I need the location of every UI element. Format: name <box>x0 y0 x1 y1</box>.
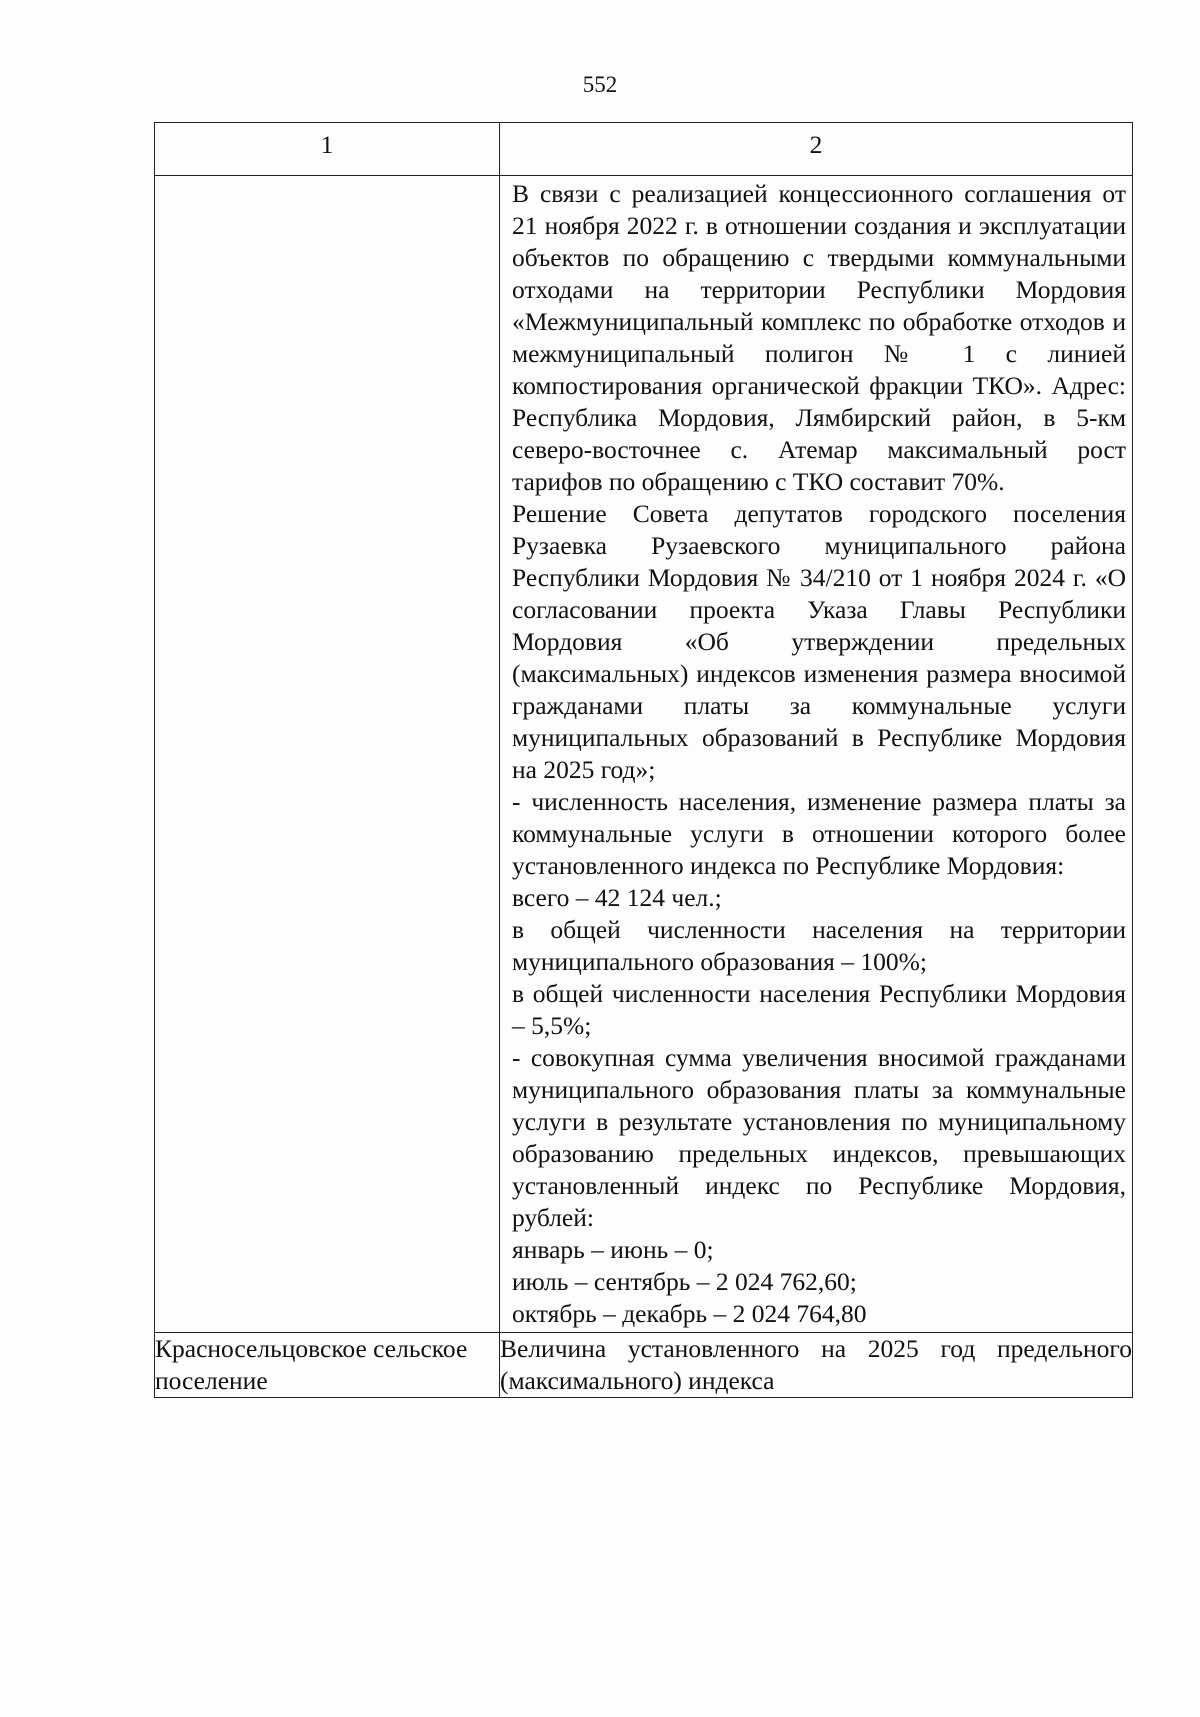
row1-left-cell <box>155 176 500 1333</box>
column-header-1: 1 <box>155 123 500 176</box>
decision-paragraph: Решение Совета депутатов городского поселения Рузаевка Рузаевского муниципального района Республики Мордовия № 34/210 от 1 ноября 2024 г. «О согласовании проекта Указа Главы Республики Мордовия «Об утверждении предельных (максимальных) индексов изменения размера вносимой гражданами платы за коммунальные услуги муниципальных образований в Республике Мордовия на 2025 год»; <box>512 499 1126 784</box>
period-jan-jun: январь – июнь – 0; <box>512 1235 714 1264</box>
period-oct-dec: октябрь – декабрь – 2 024 764,80 <box>512 1299 867 1328</box>
concession-paragraph: В связи с реализацией концессионного соглашения от 21 ноября 2022 г. в отношении создания и эксплуатации объектов по обращению с твердыми коммунальными отходами на территории Республики Мордовия «Межмуниципальный комплекс по обработке отходов и межмуниципальный полигон № 1 с линией компостирования органической фракции ТКО». Адрес: Республика Мордовия, Лямбирский район, в 5-км северо-восточнее с. Атемар максимальный рост тарифов по обращению с ТКО составит 70%. <box>512 179 1126 496</box>
page-number: 552 <box>582 72 618 97</box>
row2-right-cell: Величина установленного на 2025 год предельного (максимального) индекса <box>500 1333 1133 1398</box>
period-jul-sep: июль – сентябрь – 2 024 762,60; <box>512 1267 857 1296</box>
table-header-row <box>155 123 1133 176</box>
population-share-municipality: в общей численности населения на территории муниципального образования – 100%; <box>512 915 1126 976</box>
population-share-republic: в общей численности населения Республики Мордовия – 5,5%; <box>512 979 1126 1040</box>
row2-left-cell: Красносельцовское сельское поселение <box>155 1333 500 1398</box>
column-header-2: 2 <box>500 123 1133 176</box>
row1-right-cell <box>500 176 1133 1333</box>
table-row <box>155 176 1133 1333</box>
population-total: всего – 42 124 чел.; <box>512 883 722 912</box>
population-paragraph: - численность населения, изменение размера платы за коммунальные услуги в отношении которого более установленного индекса по Республике Мордовия: <box>512 787 1126 880</box>
document-table <box>154 122 1133 1398</box>
payment-increase-paragraph: - совокупная сумма увеличения вносимой гражданами муниципального образования платы за коммунальные услуги в результате установления по муниципальному образованию предельных индексов, превышающих установленный индекс по Республике Мордовия, рублей: <box>512 1043 1126 1232</box>
table-row <box>155 1333 1133 1398</box>
